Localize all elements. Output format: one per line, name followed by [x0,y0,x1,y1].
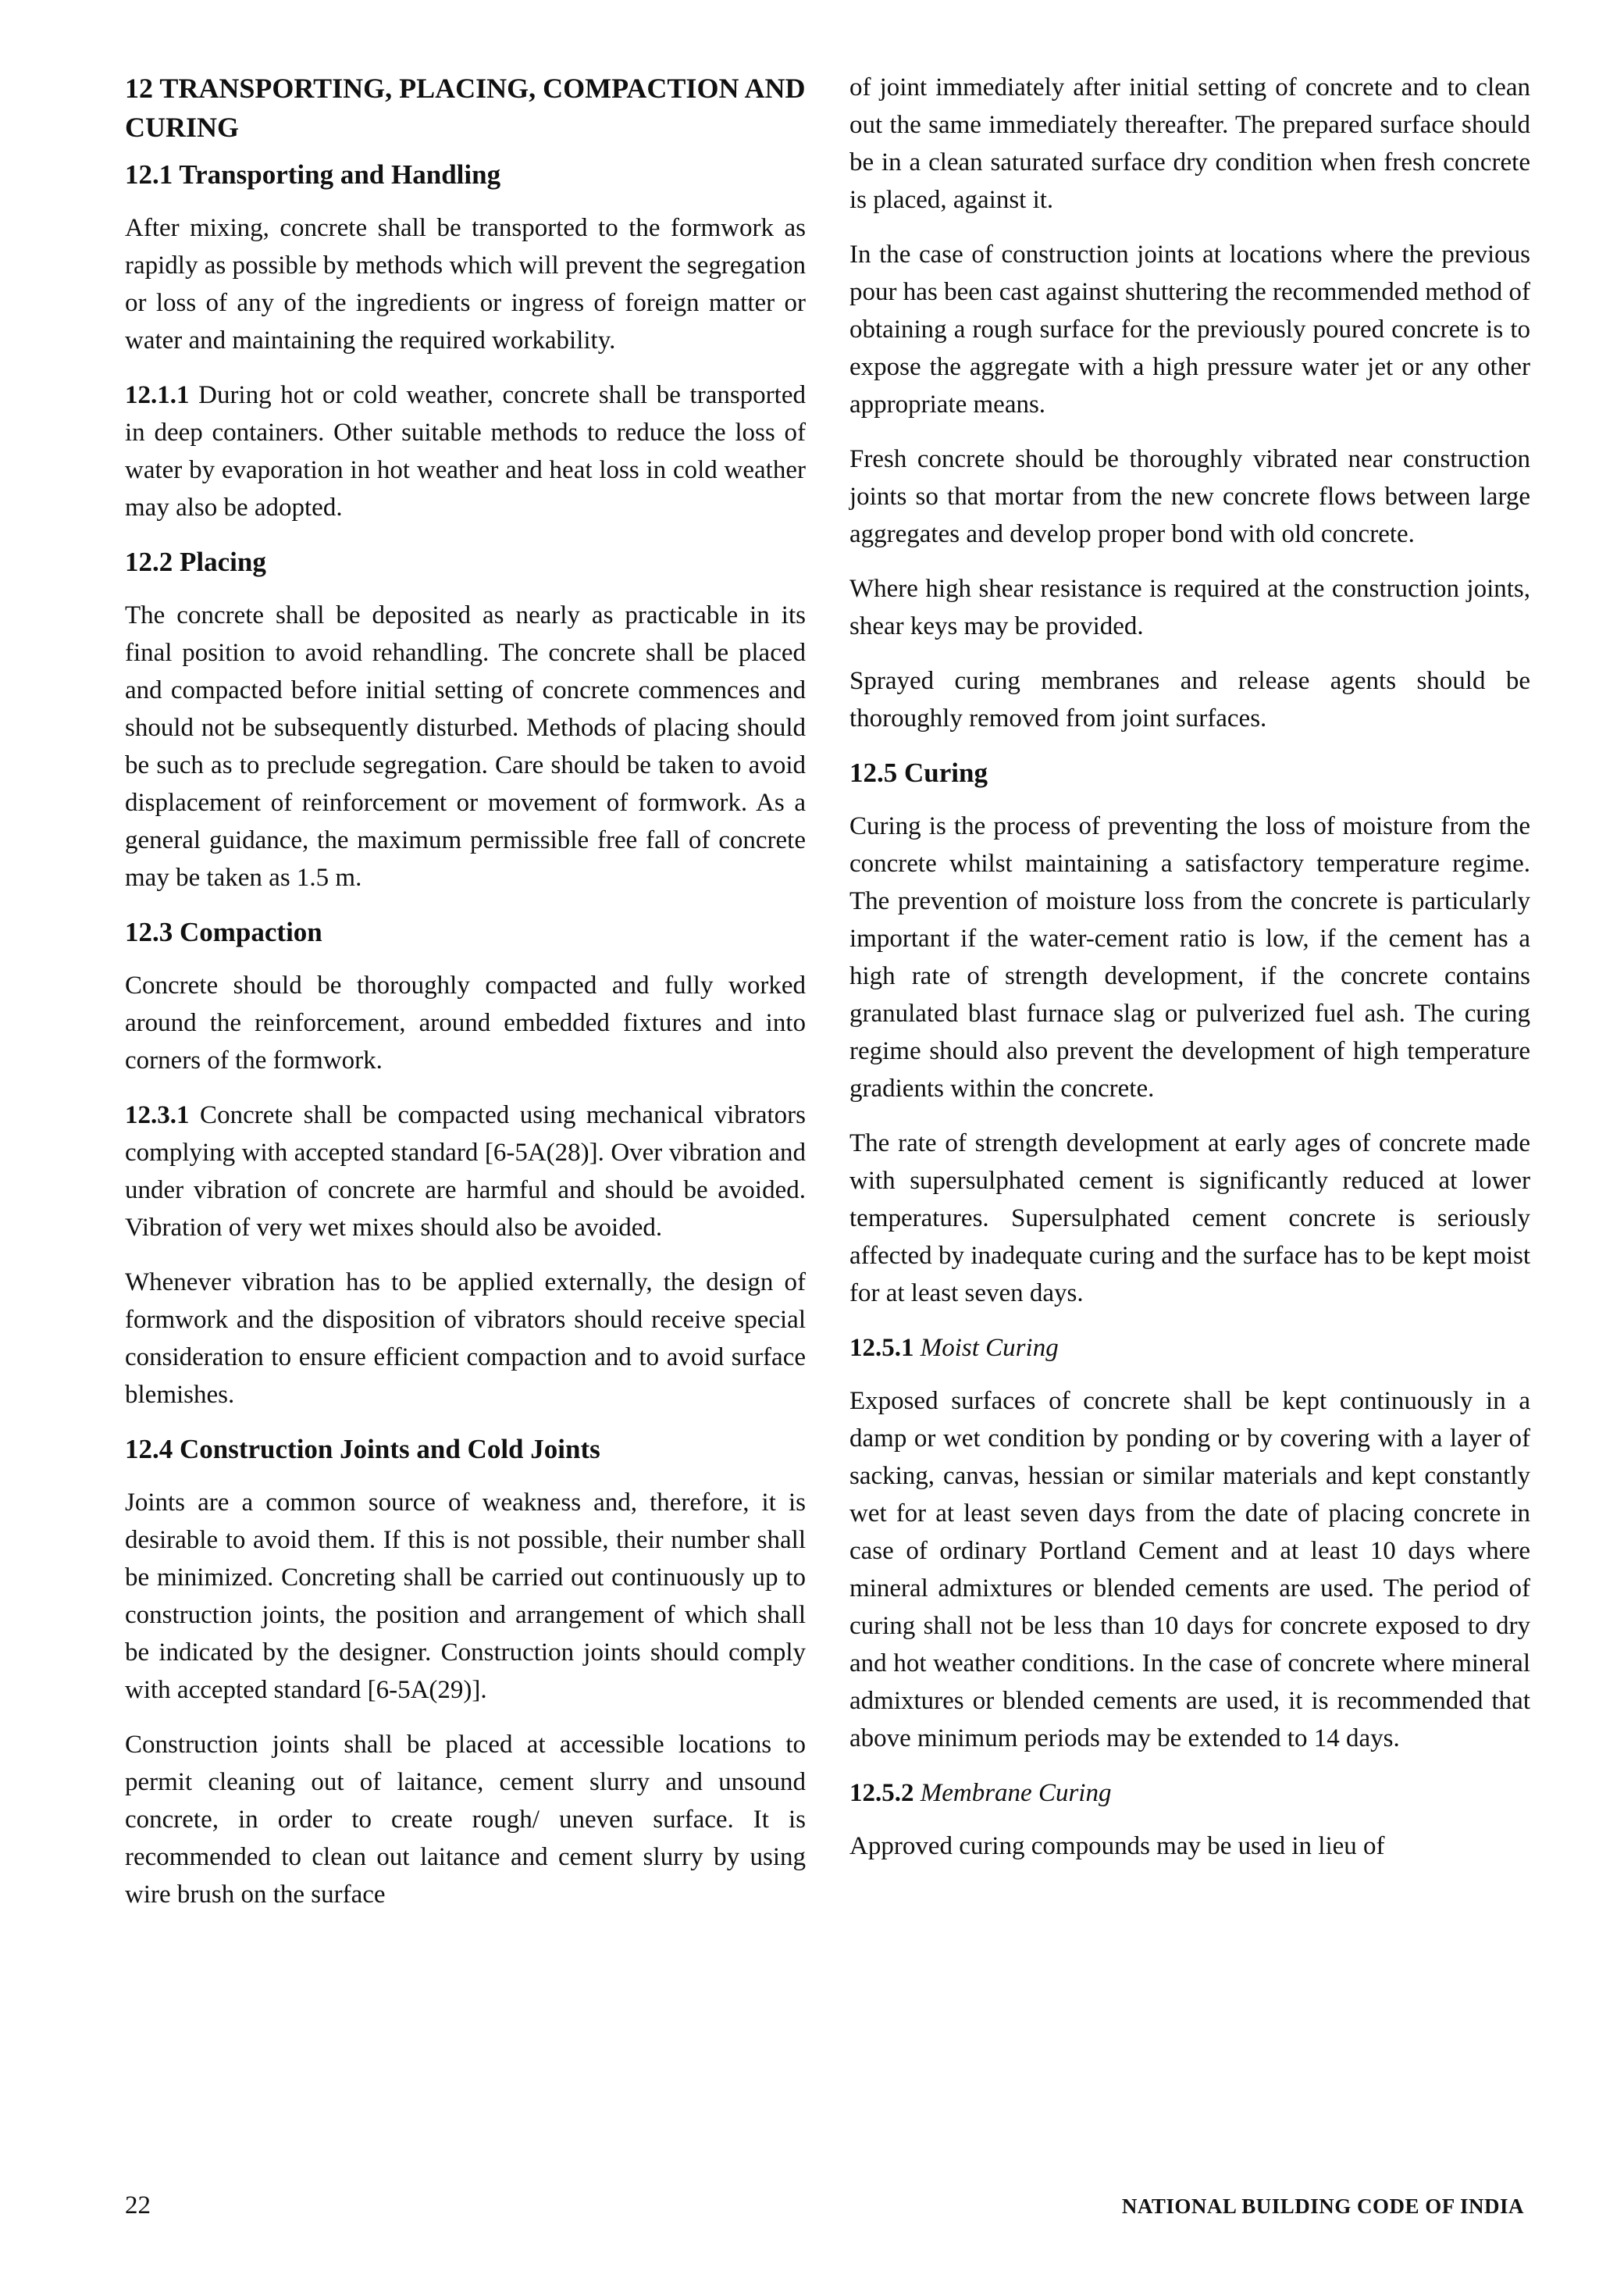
clause-12-5-2-title: Membrane Curing [920,1779,1112,1807]
clause-12-3-1 [125,1096,806,1246]
section-12-1-paragraph: After mixing, concrete shall be transported to the formwork as rapidly as possible by methods which will prevent the segregation or loss of any of the ingredients or ingress of foreign matter or water and maintaining the required workability. [125,214,806,355]
clause-12-5-1-number: 12.5.1 [849,1334,914,1362]
chapter-title: 12 TRANSPORTING, PLACING, COMPACTION AND CURING [125,73,806,143]
page-number: 22 [125,2191,151,2219]
left-column [125,69,806,1931]
page-footer [125,2191,1524,2229]
section-12-4-paragraph-3: In the case of construction joints at locations where the previous pour has been cast against shuttering the recommended method of obtaining a rough surface for the previously poured concrete is to expose the aggregate with a high pressure water jet or any other appropriate means. [849,241,1530,419]
document-name: NATIONAL BUILDING CODE OF INDIA [1121,2194,1524,2218]
clause-12-5-2-number: 12.5.2 [849,1779,914,1807]
clause-12-5-2-heading [849,1774,1530,1812]
right-column [849,69,1530,1882]
section-12-4-paragraph-2: Construction joints shall be placed at accessible locations to permit cleaning out of laitance, cement slurry and unsound concrete, in order to create rough/ uneven surface. It is recommended to clean out laitance and cement slurry by using wire brush on the surface [125,1731,806,1909]
clause-12-1-1-text: During hot or cold weather, concrete shall be transported in deep containers. Other suitable methods to reduce the loss of water by evaporation in hot weather and heat loss in cold weather may also be adopted. [125,381,806,522]
section-12-4-heading: 12.4 Construction Joints and Cold Joints [125,1434,600,1464]
clause-12-5-1-heading [849,1329,1530,1367]
section-12-4-paragraph-1: Joints are a common source of weakness and, therefore, it is desirable to avoid them. If this is not possible, their number shall be minimized. Concreting shall be carried out continuously up to construction joints, the position and arrangement of which shall be indicated by the designer. Construction joints should comply with accepted standard [6-5A(29)]. [125,1488,806,1704]
section-12-4-paragraph-5: Where high shear resistance is required at the construction joints, shear keys may be provided. [849,575,1530,640]
section-12-2-heading: 12.2 Placing [125,547,266,577]
section-12-4-paragraph-6: Sprayed curing membranes and release agents should be thoroughly removed from joint surfaces. [849,667,1530,733]
section-12-2-paragraph: The concrete shall be deposited as nearly as practicable in its final position to avoid rehandling. The concrete shall be placed and compacted before initial setting of concrete commences and should not be subsequently disturbed. Methods of placing should be such as to preclude segregation. Care should be taken to avoid displacement of reinforcement or movement of formwork. As a general guidance, the maximum permissible free fall of concrete may be taken as 1.5 m. [125,601,806,892]
section-12-3-heading: 12.3 Compaction [125,917,322,947]
clause-12-3-1-text: Concrete shall be compacted using mechanical vibrators complying with accepted standard [6-5A(28)]. Over vibration and under vibration of concrete are harmful and should be avoided. Vibration of very wet mixes should also be avoided. [125,1101,806,1242]
section-12-1-heading: 12.1 Transporting and Handling [125,159,501,190]
section-12-5-paragraph-2: The rate of strength development at early ages of concrete made with supersulphated cement is significantly reduced at lower temperatures. Supersulphated cement concrete is seriously affected by inadequate curing and the surface has to be kept moist for at least seven days. [849,1129,1530,1307]
section-12-5-heading: 12.5 Curing [849,758,988,788]
clause-12-1-1-number: 12.1.1 [125,381,190,409]
section-12-4-paragraph-4: Fresh concrete should be thoroughly vibrated near construction joints so that mortar from the new concrete flows between large aggregates and develop proper bond with old concrete. [849,445,1530,548]
clause-12-1-1 [125,376,806,526]
clause-12-5-1-title: Moist Curing [920,1334,1059,1362]
clause-12-3-1-number: 12.3.1 [125,1101,190,1129]
section-12-3-paragraph-2: Whenever vibration has to be applied externally, the design of formwork and the disposition of vibrators should receive special consideration to ensure efficient compaction and to avoid surface blemishes. [125,1268,806,1409]
section-12-5-paragraph-1: Curing is the process of preventing the loss of moisture from the concrete whilst maintaining a satisfactory temperature regime. The prevention of moisture loss from the concrete is particularly important if the water-cement ratio is low, if the cement has a high rate of strength development, if the concrete contains granulated blast furnace slag or pulverized fuel ash. The curing regime should also prevent the development of high temperature gradients within the concrete. [849,812,1530,1103]
clause-12-5-1-paragraph: Exposed surfaces of concrete shall be kept continuously in a damp or wet condition by ponding or by covering with a layer of sacking, canvas, hessian or similar materials and kept constantly wet for at least seven days from the date of placing concrete in case of ordinary Portland Cement and at least 10 days where mineral admixtures or blended cements are used. The period of curing shall not be less than 10 days for concrete exposed to dry and hot weather conditions. In the case of concrete where mineral admixtures or blended cements are used, it is recommended that above minimum periods may be extended to 14 days. [849,1387,1530,1752]
clause-12-5-2-paragraph: Approved curing compounds may be used in lieu of [849,1832,1385,1860]
section-12-3-paragraph: Concrete should be thoroughly compacted and fully worked around the reinforcement, around embedded fixtures and into corners of the formwork. [125,972,806,1075]
section-12-4-paragraph-2-continued: of joint immediately after initial setting of concrete and to clean out the same immediately thereafter. The prepared surface should be in a clean saturated surface dry condition when fresh concrete is placed, against it. [849,73,1530,214]
